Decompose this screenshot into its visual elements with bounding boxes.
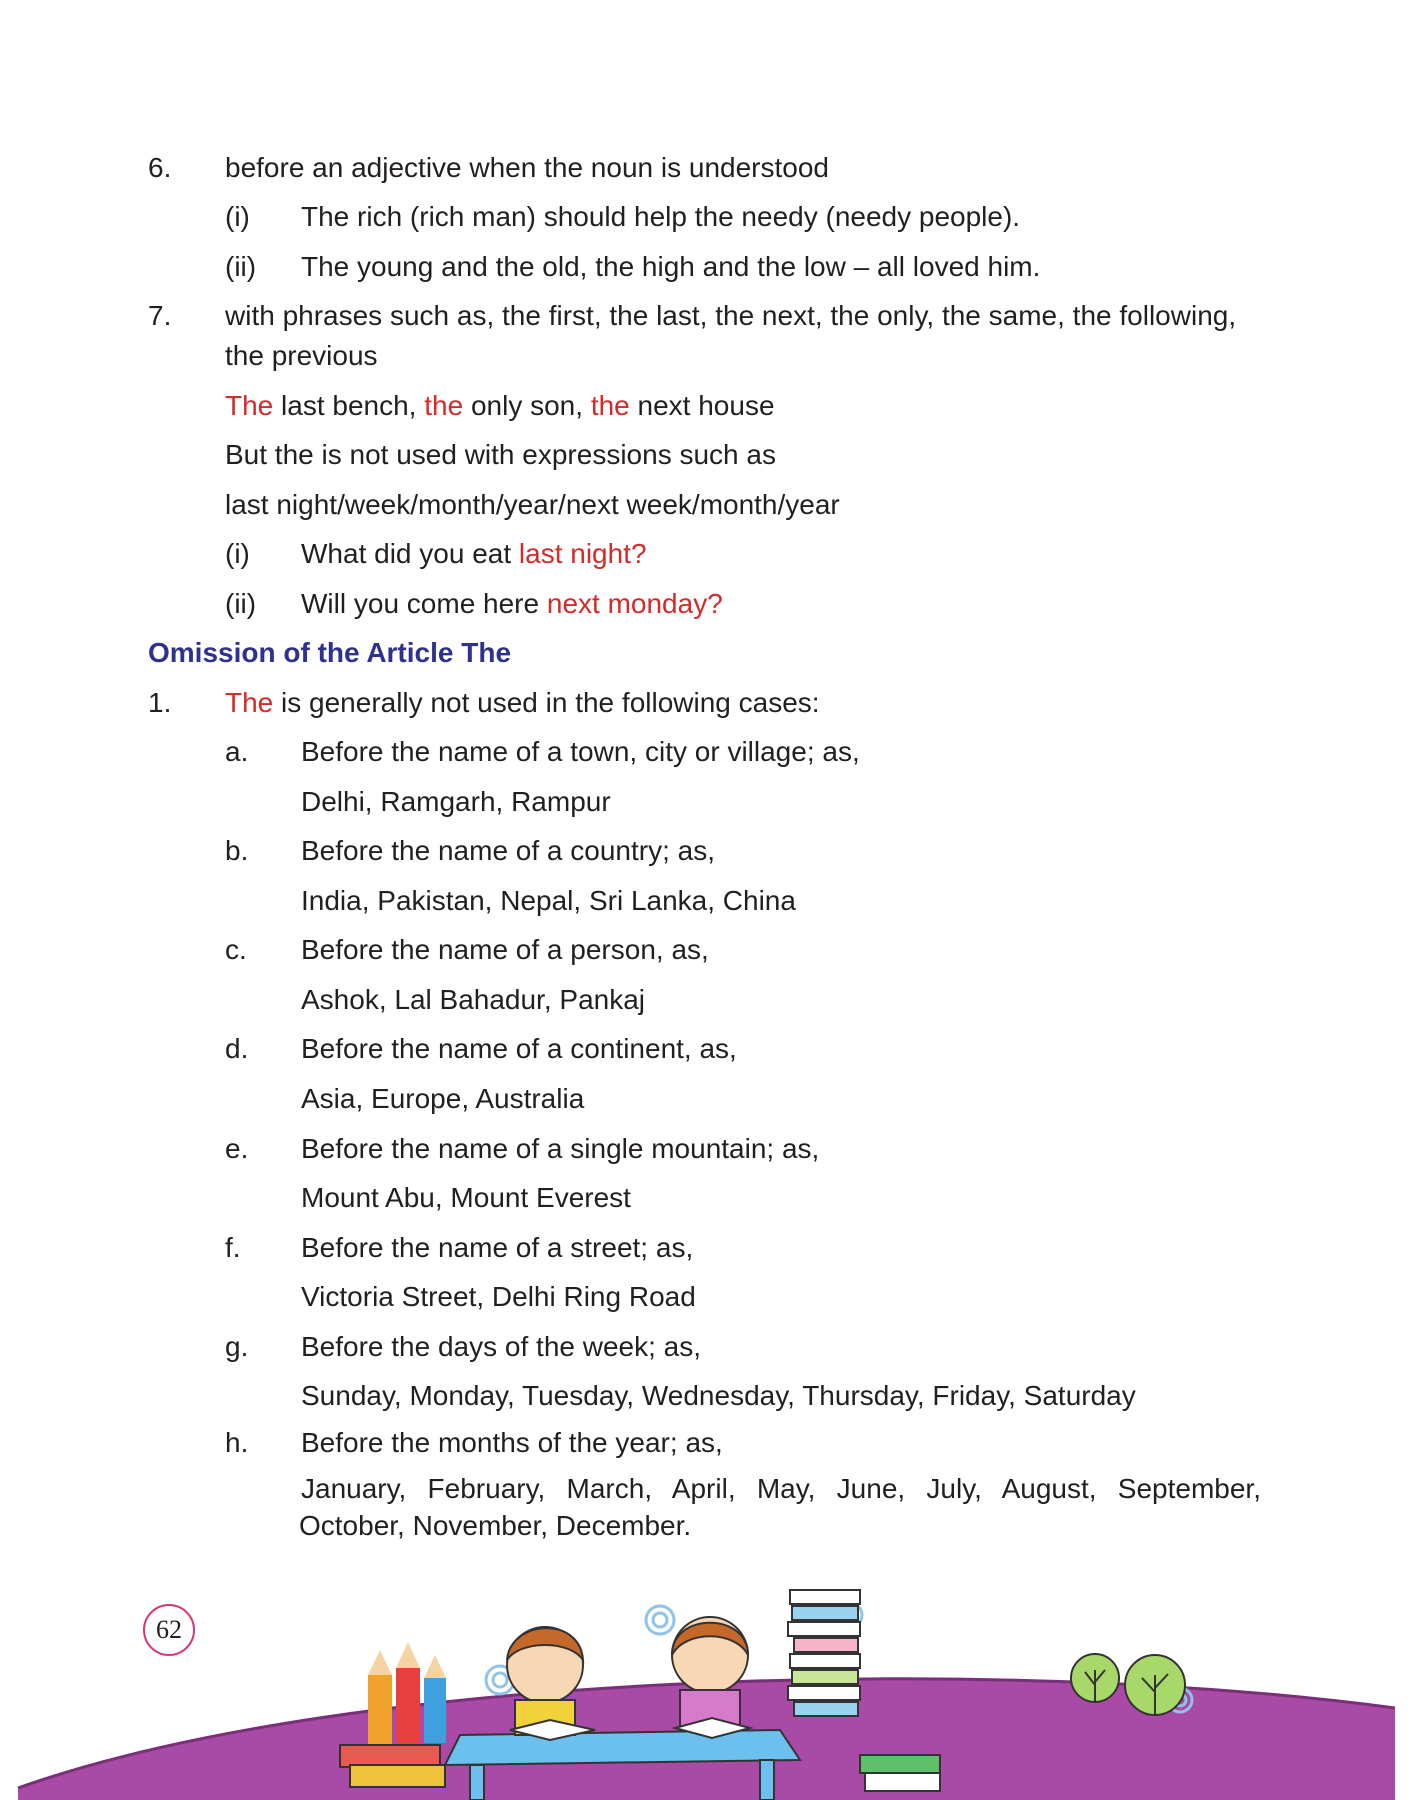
case-rule: Before the name of a person, as, (301, 934, 709, 965)
example-sentence: The young and the old, the high and the low – all loved him. (301, 251, 1041, 282)
intro-text: The is generally not used in the following cases: (225, 687, 820, 718)
sub-item-label: (i) (225, 538, 250, 569)
page-number-badge: 62 (143, 1604, 195, 1656)
sub-item-label: (ii) (225, 251, 257, 282)
example-sentence: What did you eat last night? (301, 538, 647, 569)
case-examples: Mount Abu, Mount Everest (301, 1182, 631, 1213)
highlight-the: The (225, 687, 274, 718)
case-rule: Before the days of the week; as, (301, 1331, 702, 1362)
case-label: e. (225, 1133, 249, 1164)
case-label: f. (225, 1232, 241, 1263)
highlight-the: The (225, 390, 274, 421)
case-examples: January, February, March, April, May, June, July, August, September, (301, 1473, 1261, 1504)
highlight-the: the (424, 390, 464, 421)
case-rule: Before the name of a town, city or village; as, (301, 736, 860, 767)
case-rule: Before the name of a single mountain; as, (301, 1133, 820, 1164)
case-examples: India, Pakistan, Nepal, Sri Lanka, China (301, 885, 796, 916)
note-text: But the is not used with expressions such as (225, 439, 776, 470)
example-sentence: The rich (rich man) should help the needy (needy people). (301, 201, 1021, 232)
highlight-phrase: next monday? (546, 588, 723, 619)
case-rule: Before the name of a continent, as, (301, 1033, 737, 1064)
case-label: d. (225, 1033, 249, 1064)
sub-item-label: (i) (225, 201, 250, 232)
footer-illustration (0, 1560, 1417, 1800)
item-number: 1. (148, 687, 172, 718)
case-examples: Asia, Europe, Australia (301, 1083, 585, 1114)
highlight-the: the (590, 390, 630, 421)
expressions-text: last night/week/month/year/next week/month/year (225, 489, 840, 520)
sub-item-label: (ii) (225, 588, 257, 619)
books-stack-right-icon (860, 1755, 940, 1791)
section-heading: Omission of the Article The (148, 637, 512, 668)
girl-reading-icon (672, 1617, 750, 1738)
case-label: a. (225, 736, 249, 767)
case-rule: Before the name of a street; as, (301, 1232, 694, 1263)
rule-text: before an adjective when the noun is understood (225, 152, 829, 183)
case-examples: Ashok, Lal Bahadur, Pankaj (301, 984, 646, 1015)
case-examples: Victoria Street, Delhi Ring Road (301, 1281, 696, 1312)
rule-text: with phrases such as, the first, the last, the next, the only, the same, the following, (225, 300, 1237, 331)
case-label: b. (225, 835, 249, 866)
case-examples: Delhi, Ramgarh, Rampur (301, 786, 611, 817)
books-stack-left-icon (340, 1745, 445, 1787)
item-number: 6. (148, 152, 172, 183)
item-number: 7. (148, 300, 172, 331)
case-rule: Before the months of the year; as, (301, 1427, 723, 1458)
highlight-phrase: last night? (518, 538, 647, 569)
case-label: h. (225, 1427, 249, 1458)
example-phrases: The last bench, the only son, the next house (225, 390, 775, 421)
case-rule: Before the name of a country; as, (301, 835, 716, 866)
case-examples-continued: October, November, December. (299, 1510, 692, 1541)
books-tower-icon (788, 1590, 860, 1716)
case-label: c. (225, 934, 247, 965)
case-examples: Sunday, Monday, Tuesday, Wednesday, Thursday, Friday, Saturday (301, 1380, 1136, 1411)
case-label: g. (225, 1331, 249, 1362)
example-sentence: Will you come here next monday? (301, 588, 723, 619)
rule-text-continued: the previous (225, 340, 378, 371)
pencils-icon (368, 1642, 446, 1745)
